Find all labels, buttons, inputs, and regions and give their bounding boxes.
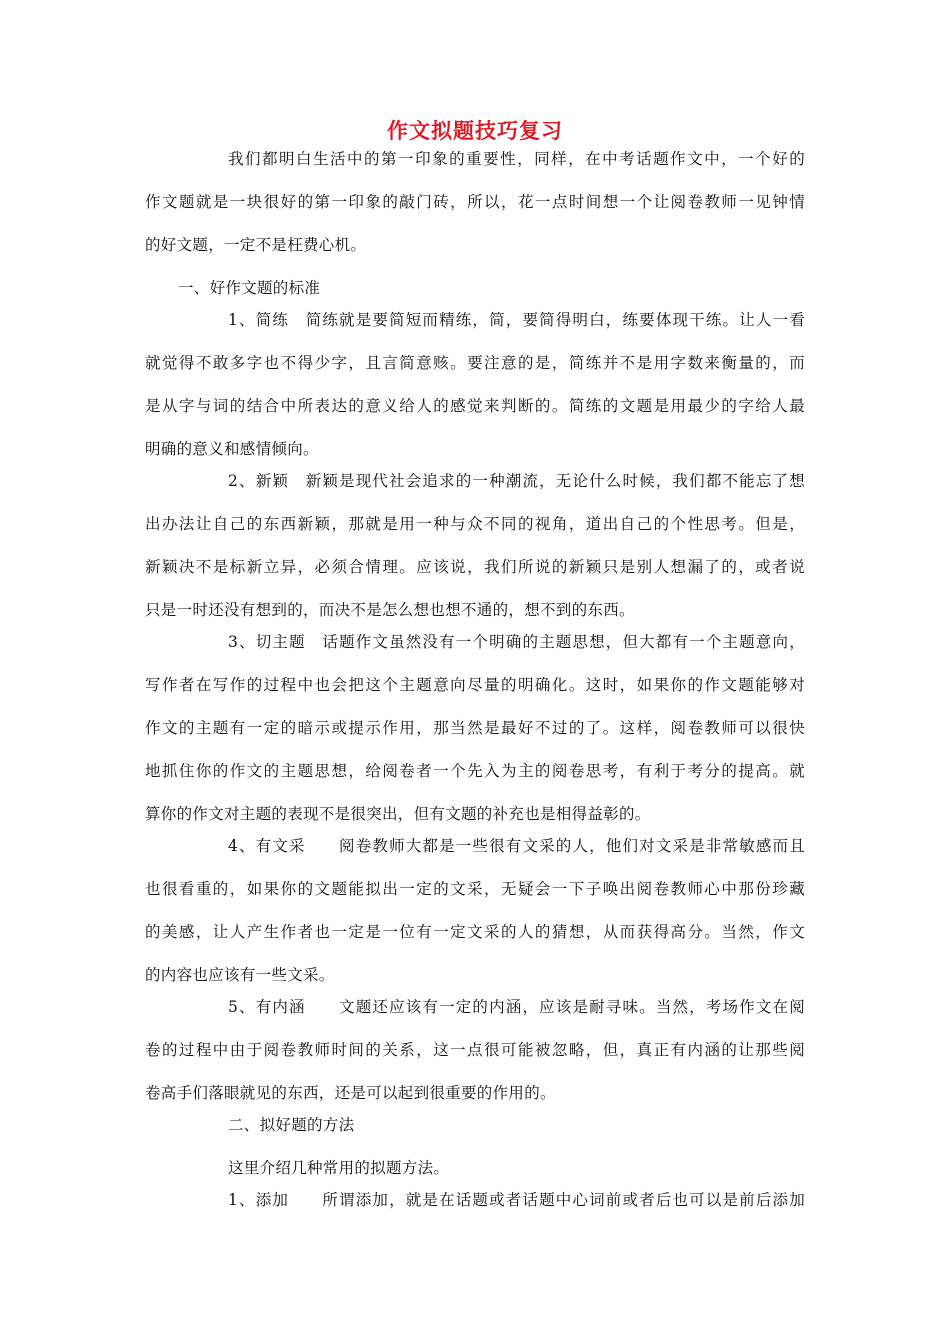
paragraph-line: 也很看重的，如果你的文题能拟出一定的文采，无疑会一下子唤出阅卷教师心中那份珍藏 (145, 880, 805, 898)
paragraph-line: 4、有文采 阅卷教师大都是一些很有文采的人，他们对文采是非常敏感而且 (228, 837, 805, 855)
paragraph-line: 写作者在写作的过程中也会把这个主题意向尽量的明确化。这时，如果你的作文题能够对 (145, 676, 805, 694)
paragraph-line: 2、新颖 新颖是现代社会追求的一种潮流，无论什么时候，我们都不能忘了想 (228, 472, 805, 490)
section-heading: 二、拟好题的方法 (228, 1116, 355, 1134)
paragraph-line: 明确的意义和感情倾向。 (145, 440, 319, 458)
paragraph-line: 5、有内涵 文题还应该有一定的内涵，应该是耐寻味。当然，考场作文在阅 (228, 998, 805, 1016)
section-heading: 一、好作文题的标准 (178, 279, 321, 297)
paragraph-line: 的内容也应该有一些文采。 (145, 966, 335, 984)
paragraph-line: 作文题就是一块很好的第一印象的敲门砖，所以，花一点时间想一个让阅卷教师一见钟情 (145, 193, 805, 211)
paragraph-line: 这里介绍几种常用的拟题方法。 (228, 1159, 450, 1177)
paragraph-line: 卷的过程中由于阅卷教师时间的关系，这一点很可能被忽略，但，真正有内涵的让那些阅 (145, 1041, 805, 1059)
paragraph-line: 作文的主题有一定的暗示或提示作用，那当然是最好不过的了。这样，阅卷教师可以很快 (145, 719, 805, 737)
paragraph-line: 地抓住你的作文的主题思想，给阅卷者一个先入为主的阅卷思考，有利于考分的提高。就 (145, 762, 805, 780)
paragraph-line: 3、切主题 话题作文虽然没有一个明确的主题思想，但大都有一个主题意向， (228, 633, 805, 651)
document-title: 作文拟题技巧复习 (387, 118, 563, 143)
paragraph-line: 1、添加 所谓添加，就是在话题或者话题中心词前或者后也可以是前后添加 (228, 1191, 805, 1209)
paragraph-line: 出办法让自己的东西新颖，那就是用一种与众不同的视角，道出自己的个性思考。但是， (145, 515, 805, 533)
paragraph-line: 我们都明白生活中的第一印象的重要性，同样，在中考话题作文中，一个好的 (228, 150, 805, 168)
paragraph-line: 卷高手们落眼就见的东西，还是可以起到很重要的作用的。 (145, 1084, 556, 1102)
paragraph-line: 只是一时还没有想到的，而决不是怎么想也想不通的，想不到的东西。 (145, 601, 635, 619)
paragraph-line: 算你的作文对主题的表现不是很突出，但有文题的补充也是相得益彰的。 (145, 805, 651, 823)
paragraph-line: 是从字与词的结合中所表达的意义给人的感觉来判断的。简练的文题是用最少的字给人最 (145, 397, 805, 415)
paragraph-line: 1、简练 简练就是要简短而精练，简，要简得明白，练要体现干练。让人一看 (228, 311, 805, 329)
paragraph-line: 新颖决不是标新立异，必须合情理。应该说，我们所说的新颖只是别人想漏了的，或者说 (145, 558, 805, 576)
paragraph-line: 的好文题，一定不是枉费心机。 (145, 236, 367, 254)
paragraph-line: 的美感，让人产生作者也一定是一位有一定文采的人的猜想，从而获得高分。当然，作文 (145, 923, 805, 941)
paragraph-line: 就觉得不敢多字也不得少字，且言简意赅。要注意的是，简练并不是用字数来衡量的，而 (145, 354, 805, 372)
